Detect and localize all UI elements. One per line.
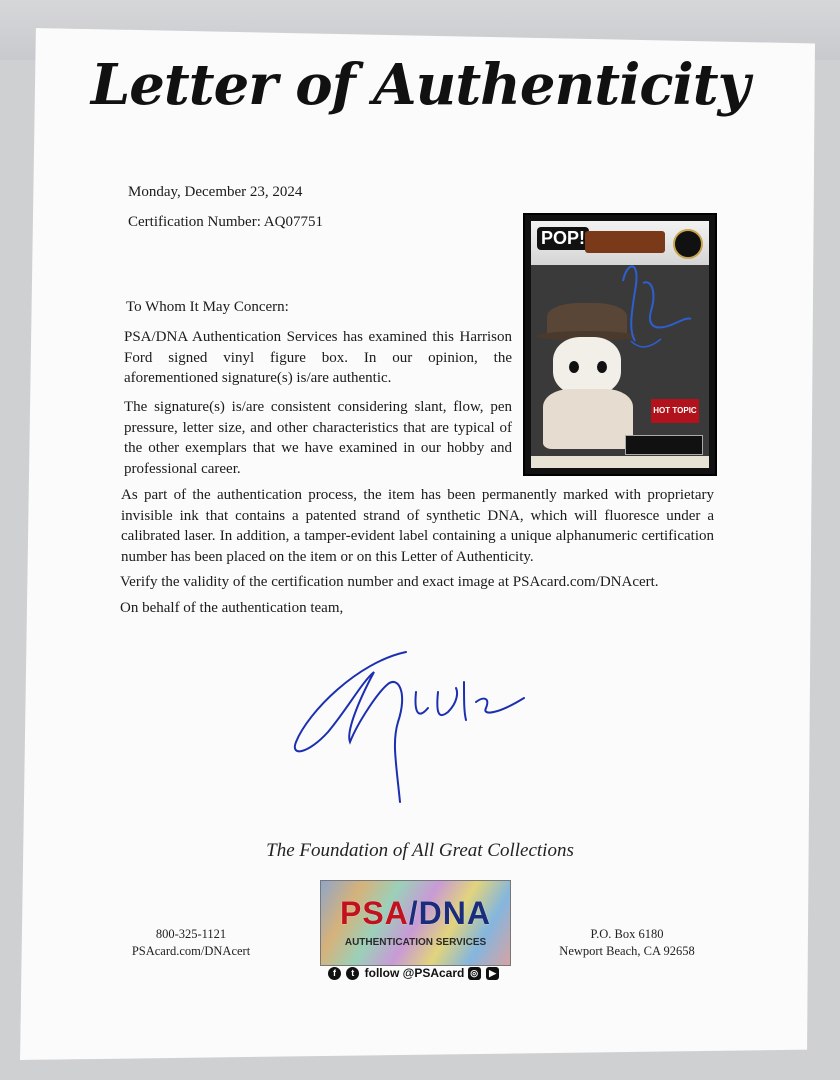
instagram-icon: ◎: [468, 967, 481, 980]
signature-stroke-main: [295, 652, 406, 802]
paragraph-2: The signature(s) is/are consistent considering slant, flow, pen pressure, letter size, and other characteristics that are typical of the other exemplars that we have examined in our hobby and professional career.: [124, 399, 512, 477]
phone-number: 800-325-1121: [155, 927, 227, 941]
hologram-brand: PSA/DNA: [339, 895, 491, 931]
photo-autograph: [531, 221, 709, 468]
certification-number: Certification Number: AQ07751: [128, 214, 323, 230]
po-box: P.O. Box 6180: [590, 927, 664, 941]
youtube-icon: ▶: [486, 967, 499, 980]
contact-right: [552, 926, 702, 960]
signature-stroke-tail: [416, 682, 525, 720]
website: PSAcard.com/DNAcert: [131, 944, 251, 958]
paragraph-1: PSA/DNA Authentication Services has examined this Harrison Ford signed vinyl figure box. In our opinion, the aforementioned signature(s) is/are authentic.: [124, 329, 512, 386]
behalf-line: On behalf of the authentication team,: [120, 600, 344, 616]
hologram-subtitle: AUTHENTICATION SERVICES: [344, 937, 487, 948]
pop-logo: POP!: [537, 227, 589, 250]
authenticator-signature: [288, 642, 528, 812]
letter-title: Letter of Authenticity: [90, 52, 750, 118]
verify-line: Verify the validity of the certification number and exact image at PSAcard.com/DNAcert.: [120, 574, 659, 590]
hologram-psa-text: PSA: [339, 895, 409, 931]
hologram-dna-text: DNA: [418, 895, 491, 931]
twitter-icon: t: [346, 967, 359, 980]
social-follow: [320, 966, 509, 980]
greeting: To Whom It May Concern:: [126, 299, 289, 315]
tagline: The Foundation of All Great Collections: [266, 840, 574, 861]
item-photo: [523, 213, 717, 476]
hot-topic-badge: HOT TOPIC: [651, 399, 699, 423]
social-handle: follow @PSAcard: [364, 966, 465, 980]
psa-dna-hologram: [320, 880, 511, 966]
city-address: Newport Beach, CA 92658: [559, 944, 695, 958]
facebook-icon: f: [328, 967, 341, 980]
paragraph-3: As part of the authentication process, the item has been permanently marked with proprietary invisible ink that contains a patented strand of synthetic DNA, which will fluoresce under a calibrated laser. In addition, a tamper-evident label containing a unique alphanumeric certification number has been placed on the item or on this Letter of Authenticity.: [121, 487, 714, 565]
photo-autograph-stroke: [623, 266, 691, 341]
letter-date: Monday, December 23, 2024: [128, 184, 303, 200]
contact-left: [126, 926, 256, 960]
